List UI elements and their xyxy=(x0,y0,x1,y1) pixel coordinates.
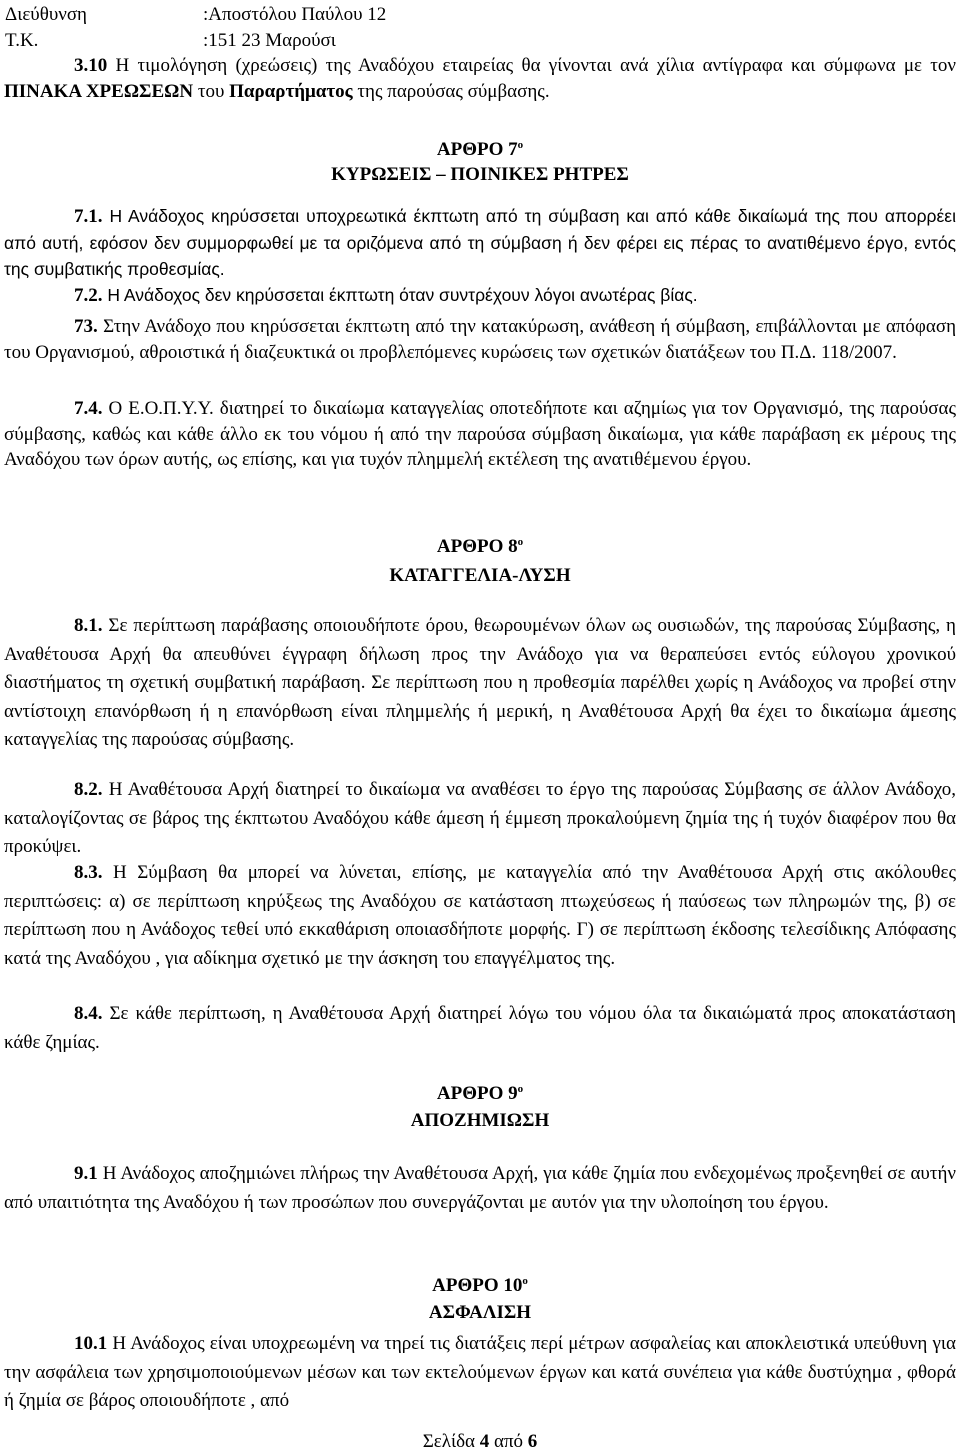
article-9-title: ΑΡΘΡΟ $9^o$ xyxy=(436,1083,524,1104)
article-7-body xyxy=(4,203,956,309)
clause-8-2: 8.2. Η Αναθέτουσα Αρχή διατηρεί το δικαίωμα να αναθέσει το έργο της παρούσας Σύμβασης σε άλλον Ανάδοχο, καταλογίζοντας σε βάρος της έκπτωτου Αναδόχου κάθε άμεση ή έμμεση προκαλούμενη ζημία της ή τυχόν διαφέρον που θα προκύψει. xyxy=(4,779,956,857)
address-value: :Αποστόλου Παύλου 12 xyxy=(203,4,387,25)
article-7-title: ΑΡΘΡΟ $7^o$ xyxy=(436,139,524,160)
clause-8-1: 8.1. Σε περίπτωση παράβασης οποιουδήποτε όρου, θεωρουμένων όλων ως ουσιωδών, της παρούσας Σύμβασης, η Αναθέτουσα Αρχή θα απευθύνει έγγραφη δήλωση προς την Ανάδοχο για να θεραπεύσει εντός εύλογου χρονικού διαστήματος τη σχετική συμβατική παράβαση. Σε περίπτωση που η προθεσμία παρέλθει χωρίς η Ανάδοχος να προβεί στην αντίστοιχη επανόρθωση ή η επανόρθωση είναι πλημμελής ή μερική, η Αναθέτουσα Αρχή θα έχει το δικαίωμα άμεσης καταγγελίας της παρούσας σύμβασης. xyxy=(4,615,956,750)
article-7-subtitle: ΚΥΡΩΣΕΙΣ – ΠΟΙΝΙΚΕΣ ΡΗΤΡΕΣ xyxy=(331,164,629,185)
current-page-number: 4 xyxy=(479,1431,490,1452)
address-header xyxy=(5,2,386,53)
clause-7-4: 7.4. Ο Ε.Ο.Π.Υ.Υ. διατηρεί το δικαίωμα καταγγελίας οποτεδήποτε και αζημίως για τον Οργανισμό, της παρούσας σύμβασης, καθώς και κάθε άλλο εκ του νόμου ή από την παρούσα σύμβαση δικαίωμα, για κάθε παράβαση εκ μέρους της Αναδόχου των όρων αυτής, ως επίσης, και για τυχόν πλημμελή εκτέλεση της ανατιθέμενου έργου. xyxy=(4,398,956,470)
clause-8-3: 8.3. Η Σύμβαση θα μπορεί να λύνεται, επίσης, με καταγγελία από την Αναθέτουσα Αρχή στις ακόλουθες περιπτώσεις: α) σε περίπτωση κηρύξεως της Αναδόχου σε κατάσταση πτωχεύσεως ή παύσεως των πληρωμών της, β) σε περίπτωση που η Ανάδοχος τεθεί υπό εκκαθάριση οποιασδήποτε μορφής. Γ) σε περίπτωση έκδοσης τελεσίδικης Απόφασης κατά της Αναδόχου , για αδίκημα σχετικό με την άσκηση του επαγγέλματος της. xyxy=(4,862,956,969)
total-pages-number: 6 xyxy=(527,1431,538,1452)
postal-value: :151 23 Μαρούσι xyxy=(203,29,336,51)
article-8-title: ΑΡΘΡΟ $8^o$ xyxy=(436,536,524,557)
clause-number: 3.10 xyxy=(74,55,108,76)
article-10-title: ΑΡΘΡΟ $10^o$ xyxy=(432,1275,528,1296)
article-8-subtitle: ΚΑΤΑΓΓΕΛΙΑ-ΛΥΣΗ xyxy=(389,565,571,586)
article-9-subtitle: ΑΠΟΖΗΜΙΩΣΗ xyxy=(410,1110,550,1131)
clause-3-10: 3.10 Η τιμολόγηση (χρεώσεις) της Αναδόχου εταιρείας θα γίνονται ανά χίλια αντίγραφα και σύμφωνα με τον ΠΙΝΑΚΑ ΧΡΕΩΣΕΩΝ του Παραρτήματος της παρούσας σύμβασης. xyxy=(4,55,956,102)
clause-9-1: 9.1 Η Ανάδοχος αποζημιώνει πλήρως την Αναθέτουσα Αρχή, για κάθε ζημία που ενδεχομένως προξενηθεί σε αυτήν από υπαιτιότητα της Αναδόχου ή των προσώπων που συνεργάζονται με αυτόν για την υλοποίηση του έργου. xyxy=(4,1163,956,1213)
clause-10-1: 10.1 Η Ανάδοχος είναι υποχρεωμένη να τηρεί τις διατάξεις περί μέτρων ασφαλείας και αποκλειστικά υπεύθυνη για την ασφάλεια των χρησιμοποιούμενων μέσων και των εκτελούμενων έργων και κατά συνέπεια για κάθε δυστύχημα , φθορά ή ζημία σε βάρος οποιουδήποτε , από xyxy=(4,1333,956,1411)
clause-7-2: 7.2. Η Ανάδοχος δεν κηρύσσεται έκπτωτη όταν συντρέχουν λόγοι ανωτέρας βίας. xyxy=(74,285,698,306)
clause-7-1: 7.1. Η Ανάδοχος κηρύσσεται υποχρεωτικά έκπτωτη από τη σύμβαση και από κάθε δικαίωμά της που απορρέει από αυτή, εφόσον δεν συμμορφωθεί με τα οριζόμενα από τη σύμβαση ή δεν φέρει εις πέρας το ανατιθέμενο έργο, εντός της συμβατικής προθεσμίας. xyxy=(4,206,956,279)
article-10-subtitle: ΑΣΦΑΛΙΣΗ xyxy=(428,1302,532,1323)
page-footer: Σελίδα 4 από 6 xyxy=(422,1431,538,1452)
postal-label: Τ.Κ. xyxy=(5,29,39,51)
address-label: Διεύθυνση xyxy=(5,4,87,25)
clause-8-4: 8.4. Σε κάθε περίπτωση, η Αναθέτουσα Αρχή διατηρεί λόγω του νόμου όλα τα δικαιώματά προς αποκατάσταση κάθε ζημίας. xyxy=(4,1003,956,1053)
clause-7-3: 73. Στην Ανάδοχο που κηρύσσεται έκπτωτη από την κατακύρωση, ανάθεση ή σύμβαση, επιβάλλονται με απόφαση του Οργανισμού, αθροιστικά ή διαζευκτικά οι προβλεπόμενες κυρώσεις των σχετικών διατάξεων του Π.Δ. 118/2007. xyxy=(4,316,956,363)
